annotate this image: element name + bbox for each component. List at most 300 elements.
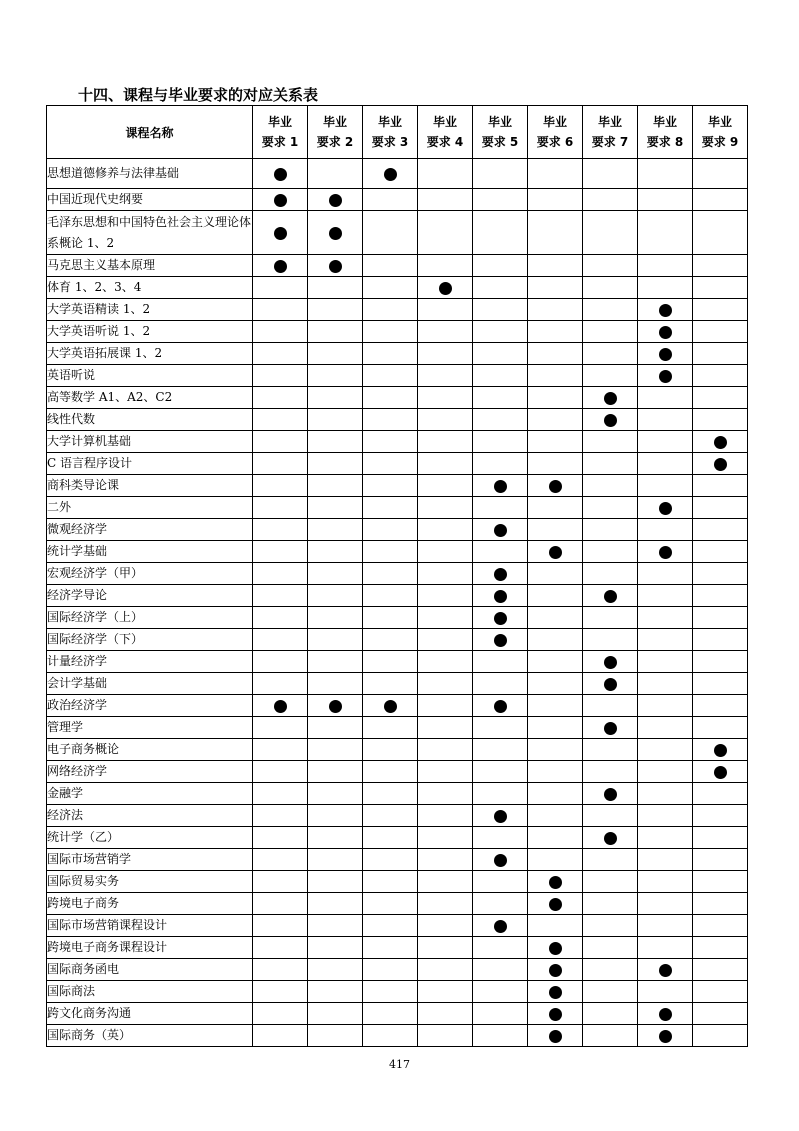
requirement-4-cell: [418, 431, 473, 453]
requirement-7-cell: [583, 937, 638, 959]
table-row: [47, 519, 748, 541]
requirement-9-cell: [693, 607, 748, 629]
requirement-8-cell: [638, 695, 693, 717]
filled-dot-icon: [274, 700, 287, 713]
requirement-6-cell: [528, 343, 583, 365]
filled-dot-icon: [604, 656, 617, 669]
requirement-3-cell: [363, 159, 418, 189]
requirement-1-cell: [253, 1025, 308, 1047]
requirement-2-cell: [308, 981, 363, 1003]
requirement-1-cell: [253, 497, 308, 519]
requirement-6-cell: [528, 915, 583, 937]
course-name-cell: 跨文化商务沟通: [47, 1003, 253, 1025]
requirement-4-cell: [418, 453, 473, 475]
requirement-5-cell: [473, 981, 528, 1003]
filled-dot-icon: [659, 326, 672, 339]
course-name-cell: 国际经济学（下）: [47, 629, 253, 651]
course-name-cell: 大学英语听说 1、2: [47, 321, 253, 343]
table-row: [47, 695, 748, 717]
requirement-7-cell: [583, 211, 638, 255]
requirement-9-cell: [693, 365, 748, 387]
requirement-3-cell: [363, 651, 418, 673]
requirement-3-cell: [363, 915, 418, 937]
requirement-4-cell: [418, 629, 473, 651]
requirement-5-cell: [473, 717, 528, 739]
requirement-5-cell: [473, 1003, 528, 1025]
column-header-requirement-4: [418, 106, 473, 159]
course-name-cell: 微观经济学: [47, 519, 253, 541]
requirement-2-cell: [308, 211, 363, 255]
requirement-3-cell: [363, 431, 418, 453]
requirement-3-cell: [363, 893, 418, 915]
requirement-2-cell: [308, 673, 363, 695]
requirement-6-cell: [528, 871, 583, 893]
requirement-4-cell: [418, 783, 473, 805]
requirement-9-cell: [693, 475, 748, 497]
requirement-4-cell: [418, 651, 473, 673]
requirement-9-cell: [693, 387, 748, 409]
table-row: [47, 387, 748, 409]
filled-dot-icon: [329, 260, 342, 273]
requirement-7-cell: [583, 189, 638, 211]
requirement-2-cell: [308, 409, 363, 431]
requirement-4-cell: [418, 159, 473, 189]
requirement-9-cell: [693, 937, 748, 959]
requirement-3-cell: [363, 849, 418, 871]
requirement-9-cell: [693, 585, 748, 607]
filled-dot-icon: [494, 612, 507, 625]
table-row: [47, 959, 748, 981]
table-row: [47, 585, 748, 607]
requirement-6-cell: [528, 431, 583, 453]
requirement-1-cell: [253, 431, 308, 453]
table-row: [47, 255, 748, 277]
requirement-3-cell: [363, 585, 418, 607]
filled-dot-icon: [659, 304, 672, 317]
requirement-7-cell: [583, 893, 638, 915]
requirement-5-cell: [473, 805, 528, 827]
requirement-6-cell: [528, 607, 583, 629]
filled-dot-icon: [659, 546, 672, 559]
filled-dot-icon: [494, 568, 507, 581]
filled-dot-icon: [494, 700, 507, 713]
column-header-requirement-7: [583, 106, 638, 159]
requirement-4-cell: [418, 761, 473, 783]
course-name-cell: 跨境电子商务: [47, 893, 253, 915]
requirement-4-cell: [418, 1025, 473, 1047]
requirement-4-cell: [418, 255, 473, 277]
requirement-2-cell: [308, 783, 363, 805]
table-row: [47, 629, 748, 651]
requirement-3-cell: [363, 387, 418, 409]
requirement-5-cell: [473, 475, 528, 497]
table-row: [47, 541, 748, 563]
requirement-1-cell: [253, 915, 308, 937]
requirement-9-cell: [693, 871, 748, 893]
course-name-cell: 经济学导论: [47, 585, 253, 607]
requirement-5-cell: [473, 629, 528, 651]
requirement-9-cell: [693, 849, 748, 871]
table-body: [47, 159, 748, 1047]
column-header-requirement-8: [638, 106, 693, 159]
requirement-3-cell: [363, 717, 418, 739]
filled-dot-icon: [274, 168, 287, 181]
requirement-4-cell: [418, 805, 473, 827]
requirement-6-cell: [528, 519, 583, 541]
table-row: [47, 189, 748, 211]
requirement-9-cell: [693, 893, 748, 915]
requirement-9-cell: [693, 959, 748, 981]
column-header-requirement-9: [693, 106, 748, 159]
requirement-1-cell: [253, 541, 308, 563]
column-header-requirement-3: [363, 106, 418, 159]
requirement-4-cell: [418, 871, 473, 893]
requirement-7-cell: [583, 321, 638, 343]
filled-dot-icon: [659, 1030, 672, 1043]
requirement-9-cell: [693, 211, 748, 255]
filled-dot-icon: [494, 634, 507, 647]
requirement-2-cell: [308, 629, 363, 651]
requirement-3-cell: [363, 827, 418, 849]
requirement-7-cell: [583, 871, 638, 893]
requirement-2-cell: [308, 761, 363, 783]
requirement-7-cell: [583, 651, 638, 673]
course-name-cell: C 语言程序设计: [47, 453, 253, 475]
course-name-cell: 政治经济学: [47, 695, 253, 717]
requirement-8-cell: [638, 717, 693, 739]
table-row: [47, 453, 748, 475]
course-name-cell: 思想道德修养与法律基础: [47, 159, 253, 189]
requirement-2-cell: [308, 541, 363, 563]
requirement-3-cell: [363, 453, 418, 475]
requirement-7-cell: [583, 343, 638, 365]
header-line: 毕业: [707, 115, 732, 129]
requirement-8-cell: [638, 827, 693, 849]
course-name-cell: 会计学基础: [47, 673, 253, 695]
requirement-4-cell: [418, 189, 473, 211]
table-row: [47, 409, 748, 431]
requirement-2-cell: [308, 959, 363, 981]
requirement-2-cell: [308, 563, 363, 585]
requirement-6-cell: [528, 497, 583, 519]
requirement-2-cell: [308, 893, 363, 915]
requirement-3-cell: [363, 673, 418, 695]
filled-dot-icon: [494, 810, 507, 823]
table-row: [47, 827, 748, 849]
requirement-9-cell: [693, 343, 748, 365]
requirement-3-cell: [363, 541, 418, 563]
course-requirement-table: [46, 105, 748, 1047]
requirement-3-cell: [363, 497, 418, 519]
column-header-requirement-5: [473, 106, 528, 159]
requirement-5-cell: [473, 849, 528, 871]
requirement-5-cell: [473, 189, 528, 211]
requirement-5-cell: [473, 255, 528, 277]
requirement-5-cell: [473, 761, 528, 783]
page-title: 十四、课程与毕业要求的对应关系表: [78, 86, 319, 104]
requirement-4-cell: [418, 299, 473, 321]
requirement-6-cell: [528, 255, 583, 277]
requirement-7-cell: [583, 563, 638, 585]
course-name-cell: 二外: [47, 497, 253, 519]
requirement-1-cell: [253, 409, 308, 431]
table-row: [47, 871, 748, 893]
requirement-1-cell: [253, 365, 308, 387]
requirement-8-cell: [638, 299, 693, 321]
requirement-9-cell: [693, 255, 748, 277]
course-name-cell: 国际经济学（上）: [47, 607, 253, 629]
requirement-7-cell: [583, 959, 638, 981]
requirement-9-cell: [693, 519, 748, 541]
requirement-7-cell: [583, 673, 638, 695]
requirement-6-cell: [528, 299, 583, 321]
requirement-1-cell: [253, 959, 308, 981]
table-row: [47, 849, 748, 871]
requirement-4-cell: [418, 475, 473, 497]
requirement-8-cell: [638, 189, 693, 211]
course-name-cell: 国际市场营销学: [47, 849, 253, 871]
header-line: 毕业: [267, 115, 292, 129]
requirement-9-cell: [693, 299, 748, 321]
requirement-4-cell: [418, 1003, 473, 1025]
filled-dot-icon: [274, 194, 287, 207]
requirement-2-cell: [308, 159, 363, 189]
requirement-2-cell: [308, 431, 363, 453]
table-row: [47, 343, 748, 365]
filled-dot-icon: [549, 1030, 562, 1043]
filled-dot-icon: [549, 876, 562, 889]
filled-dot-icon: [329, 227, 342, 240]
requirement-2-cell: [308, 849, 363, 871]
header-line: 毕业: [432, 115, 457, 129]
table-row: [47, 805, 748, 827]
requirement-5-cell: [473, 541, 528, 563]
requirement-9-cell: [693, 695, 748, 717]
requirement-5-cell: [473, 739, 528, 761]
requirement-9-cell: [693, 739, 748, 761]
requirement-9-cell: [693, 321, 748, 343]
requirement-8-cell: [638, 159, 693, 189]
requirement-3-cell: [363, 783, 418, 805]
requirement-8-cell: [638, 651, 693, 673]
course-name-cell: 大学计算机基础: [47, 431, 253, 453]
requirement-1-cell: [253, 827, 308, 849]
requirement-4-cell: [418, 717, 473, 739]
requirement-1-cell: [253, 299, 308, 321]
requirement-8-cell: [638, 255, 693, 277]
requirement-8-cell: [638, 761, 693, 783]
requirement-2-cell: [308, 453, 363, 475]
requirement-1-cell: [253, 159, 308, 189]
filled-dot-icon: [659, 502, 672, 515]
requirement-3-cell: [363, 739, 418, 761]
requirement-2-cell: [308, 189, 363, 211]
requirement-8-cell: [638, 321, 693, 343]
requirement-2-cell: [308, 695, 363, 717]
requirement-1-cell: [253, 739, 308, 761]
table-row: [47, 563, 748, 585]
requirement-8-cell: [638, 387, 693, 409]
table-row: [47, 937, 748, 959]
requirement-6-cell: [528, 1025, 583, 1047]
requirement-3-cell: [363, 629, 418, 651]
filled-dot-icon: [549, 964, 562, 977]
header-line: 毕业: [377, 115, 402, 129]
requirement-7-cell: [583, 1003, 638, 1025]
requirement-5-cell: [473, 607, 528, 629]
requirement-3-cell: [363, 1003, 418, 1025]
requirement-9-cell: [693, 541, 748, 563]
requirement-4-cell: [418, 211, 473, 255]
requirement-1-cell: [253, 277, 308, 299]
requirement-3-cell: [363, 563, 418, 585]
requirement-6-cell: [528, 211, 583, 255]
course-name-cell: 中国近现代史纲要: [47, 189, 253, 211]
requirement-4-cell: [418, 409, 473, 431]
requirement-5-cell: [473, 915, 528, 937]
requirement-8-cell: [638, 893, 693, 915]
header-line: 毕业: [322, 115, 347, 129]
requirement-1-cell: [253, 695, 308, 717]
course-name-cell: 英语听说: [47, 365, 253, 387]
requirement-7-cell: [583, 365, 638, 387]
filled-dot-icon: [659, 964, 672, 977]
requirement-8-cell: [638, 541, 693, 563]
filled-dot-icon: [714, 458, 727, 471]
requirement-8-cell: [638, 431, 693, 453]
requirement-7-cell: [583, 585, 638, 607]
requirement-2-cell: [308, 255, 363, 277]
requirement-3-cell: [363, 1025, 418, 1047]
requirement-5-cell: [473, 827, 528, 849]
requirement-9-cell: [693, 629, 748, 651]
requirement-7-cell: [583, 827, 638, 849]
header-line: 要求 7: [591, 135, 629, 149]
filled-dot-icon: [604, 590, 617, 603]
table-row: [47, 717, 748, 739]
filled-dot-icon: [604, 414, 617, 427]
column-header-requirement-6: [528, 106, 583, 159]
requirement-1-cell: [253, 871, 308, 893]
header-line: 要求 8: [646, 135, 684, 149]
requirement-3-cell: [363, 277, 418, 299]
requirement-8-cell: [638, 607, 693, 629]
requirement-4-cell: [418, 959, 473, 981]
filled-dot-icon: [714, 436, 727, 449]
requirement-2-cell: [308, 717, 363, 739]
filled-dot-icon: [659, 348, 672, 361]
requirement-5-cell: [473, 585, 528, 607]
course-name-cell: 国际市场营销课程设计: [47, 915, 253, 937]
requirement-8-cell: [638, 981, 693, 1003]
requirement-7-cell: [583, 255, 638, 277]
requirement-1-cell: [253, 453, 308, 475]
requirement-5-cell: [473, 299, 528, 321]
requirement-8-cell: [638, 563, 693, 585]
requirement-5-cell: [473, 519, 528, 541]
requirement-6-cell: [528, 695, 583, 717]
header-line: 要求 3: [371, 135, 409, 149]
requirement-6-cell: [528, 541, 583, 563]
requirement-5-cell: [473, 277, 528, 299]
requirement-7-cell: [583, 783, 638, 805]
filled-dot-icon: [494, 480, 507, 493]
requirement-3-cell: [363, 343, 418, 365]
requirement-9-cell: [693, 717, 748, 739]
course-name-cell: 经济法: [47, 805, 253, 827]
requirement-9-cell: [693, 981, 748, 1003]
requirement-6-cell: [528, 959, 583, 981]
requirement-4-cell: [418, 607, 473, 629]
requirement-3-cell: [363, 871, 418, 893]
filled-dot-icon: [604, 832, 617, 845]
filled-dot-icon: [604, 678, 617, 691]
requirement-2-cell: [308, 475, 363, 497]
requirement-5-cell: [473, 937, 528, 959]
requirement-8-cell: [638, 871, 693, 893]
filled-dot-icon: [384, 700, 397, 713]
requirement-7-cell: [583, 981, 638, 1003]
course-name-cell: 计量经济学: [47, 651, 253, 673]
requirement-5-cell: [473, 321, 528, 343]
requirement-9-cell: [693, 431, 748, 453]
requirement-1-cell: [253, 673, 308, 695]
requirement-1-cell: [253, 783, 308, 805]
requirement-2-cell: [308, 607, 363, 629]
requirement-5-cell: [473, 651, 528, 673]
requirement-1-cell: [253, 321, 308, 343]
course-name-cell: 马克思主义基本原理: [47, 255, 253, 277]
requirement-9-cell: [693, 1003, 748, 1025]
requirement-8-cell: [638, 915, 693, 937]
requirement-9-cell: [693, 159, 748, 189]
header-line: 要求 6: [536, 135, 574, 149]
requirement-1-cell: [253, 805, 308, 827]
requirement-5-cell: [473, 893, 528, 915]
requirement-4-cell: [418, 937, 473, 959]
filled-dot-icon: [494, 854, 507, 867]
table-row: [47, 277, 748, 299]
course-name-cell: 电子商务概论: [47, 739, 253, 761]
requirement-5-cell: [473, 783, 528, 805]
filled-dot-icon: [659, 1008, 672, 1021]
requirement-5-cell: [473, 159, 528, 189]
filled-dot-icon: [549, 1008, 562, 1021]
requirement-4-cell: [418, 893, 473, 915]
filled-dot-icon: [274, 260, 287, 273]
table-row: [47, 299, 748, 321]
requirement-3-cell: [363, 761, 418, 783]
requirement-6-cell: [528, 849, 583, 871]
requirement-7-cell: [583, 409, 638, 431]
requirement-7-cell: [583, 629, 638, 651]
course-name-cell: 国际商务函电: [47, 959, 253, 981]
requirement-1-cell: [253, 211, 308, 255]
course-name-cell: 商科类导论课: [47, 475, 253, 497]
requirement-8-cell: [638, 277, 693, 299]
requirement-4-cell: [418, 497, 473, 519]
requirement-5-cell: [473, 959, 528, 981]
requirement-7-cell: [583, 915, 638, 937]
course-name-cell: 金融学: [47, 783, 253, 805]
course-name-cell: 国际商法: [47, 981, 253, 1003]
requirement-7-cell: [583, 519, 638, 541]
requirement-1-cell: [253, 717, 308, 739]
requirement-5-cell: [473, 387, 528, 409]
requirement-7-cell: [583, 475, 638, 497]
course-name-cell: 管理学: [47, 717, 253, 739]
filled-dot-icon: [549, 480, 562, 493]
